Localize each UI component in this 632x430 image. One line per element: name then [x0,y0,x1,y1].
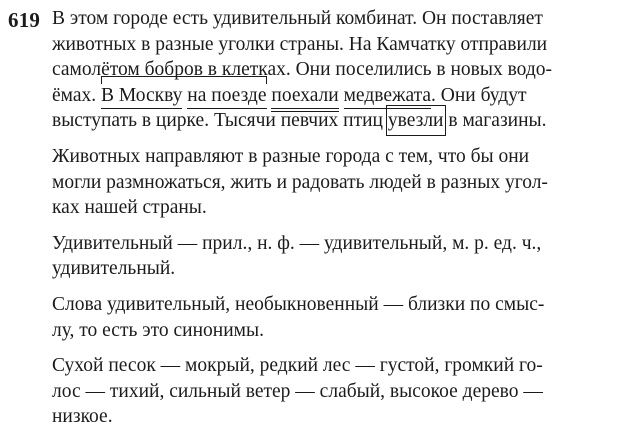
phrase-bracket-group [101,83,266,109]
bracket-icon [101,76,266,84]
text-line: В этом городе есть удивительный комбинат. Он поставляет [52,8,543,29]
text-line: самолётом бобров в клетках. Они поселились в новых водо- [52,59,553,81]
text-fragment: выступать в цирке. Тысячи певчих птиц [52,110,388,132]
paragraph-3 [52,231,622,282]
text-line: ках нашей страны. [52,197,207,219]
text-fragment: в магазины. [443,110,547,132]
text-line: Сухой песок — мокрый, редкий лес — густой, громкий го- [52,355,543,377]
paragraph-5 [52,353,622,430]
text-fragment: увезли [387,110,444,132]
text-fragment: . Они будут [431,84,527,106]
text-fragment [339,85,344,106]
text-line: Удивительный — прил., н. ф. — удивительный, м. р. ед. ч., [52,232,542,254]
text-line: Животных направляют в разные города с тем, что бы они [52,145,530,167]
text-line: могли размножаться, жить и радовать людей в разных угол- [52,171,548,193]
paragraph-1 [52,6,622,134]
paragraph-2 [52,144,622,221]
paragraph-4 [52,292,622,343]
slash-icon [432,105,446,136]
text-line: низкое. [52,406,113,428]
boxed-word-group [388,108,444,134]
predicate-underline: поехали [271,84,339,106]
text-line: лос — тихий, сильный ветер — слабый, высокое дерево — [52,380,543,402]
subject-underline: В Москву [101,84,183,106]
subject-underline: медвежата [343,84,432,106]
text-line: удивительный. [52,258,176,280]
text-line: лу, то есть это синонимы. [52,319,264,341]
subject-underline: на поезде [187,84,267,106]
text-fragment: ёмах. [52,84,102,106]
text-line: животных в разные уголки страны. На Камчатку отправили [52,33,548,55]
text-line: Слова удивительный, необыкновенный — близки по смыс- [52,293,545,315]
exercise-body [52,6,622,430]
exercise-number: 619 [8,8,41,32]
text-line-annotated [52,83,622,109]
